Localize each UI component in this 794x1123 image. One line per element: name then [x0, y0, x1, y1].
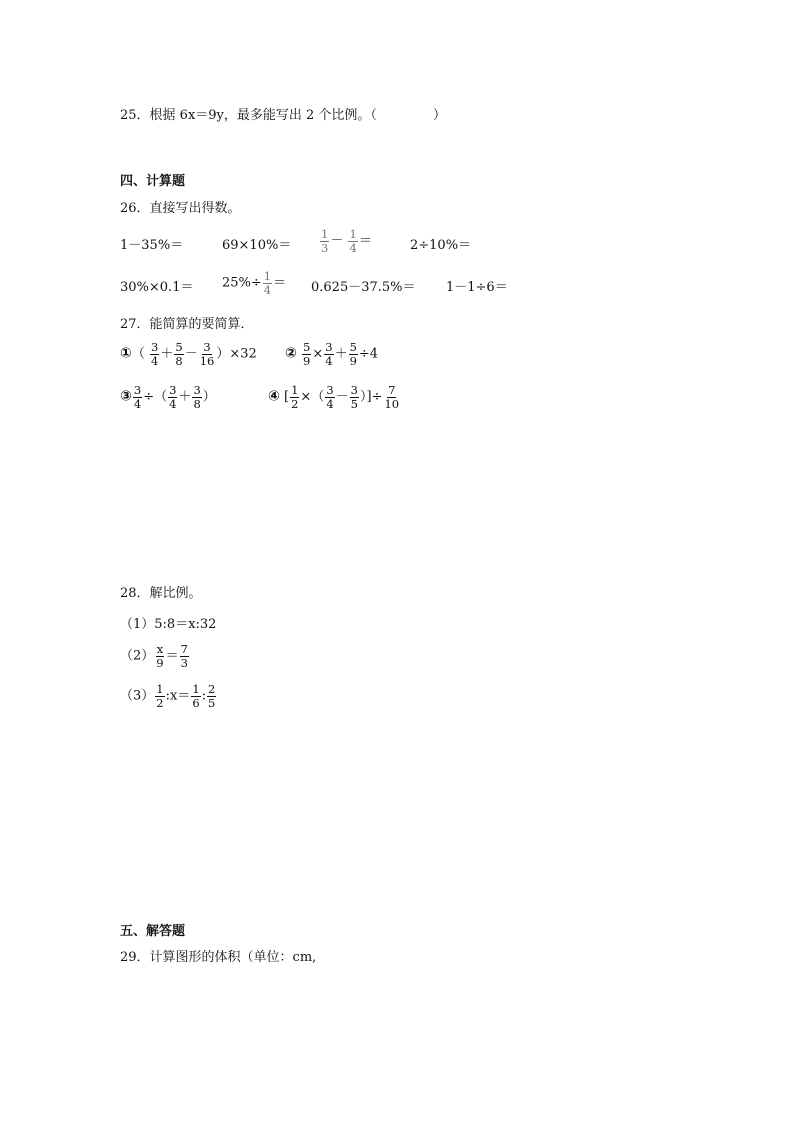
fraction-three-fourths: $\frac{3}{4}$ — [325, 340, 333, 368]
question-25-text: 25．根据 6x＝9y，最多能写出 2 个比例。（ — [120, 108, 377, 123]
fraction-five-eighths: $\frac{5}{8}$ — [175, 340, 183, 368]
q28-part-1: （1）5:8＝x:32 — [120, 617, 217, 632]
q26-row2-a: 30%×0.1＝ — [120, 280, 194, 295]
q26-row2-d: 1－1÷6＝ — [446, 280, 508, 295]
q26-row1-b: 69×10%＝ — [222, 238, 292, 253]
fraction-one-third: $\frac{1}{3}$ — [321, 227, 329, 255]
fraction-one-sixth: $\frac{1}{6}$ — [192, 682, 200, 710]
fraction-three-fourths: $\frac{3}{4}$ — [326, 383, 334, 411]
fraction-seven-tenths: $\frac{7}{10}$ — [384, 383, 400, 411]
fraction-one-half: $\frac{1}{2}$ — [156, 682, 164, 710]
fraction-one-fourth: $\frac{1}{4}$ — [349, 227, 357, 255]
fraction-five-ninths: $\frac{5}{9}$ — [303, 340, 311, 368]
q27-part-3: ③ $\frac{3}{4}$ ÷（ $\frac{3}{4}$ ＋ $\frac{3}{8}$ ） — [120, 383, 216, 411]
fraction-one-fourth: $\frac{1}{4}$ — [263, 269, 272, 297]
fraction-x-over-9: $\frac{x}{9}$ — [156, 642, 164, 670]
q28-part-2: （2） $\frac{x}{9}$ ＝ $\frac{7}{3}$ — [120, 642, 188, 670]
fraction-three-fourths: $\frac{3}{4}$ — [169, 383, 177, 411]
question-26-title: 26．直接写出得数。 — [120, 201, 241, 216]
question-29: 29．计算图形的体积（单位：cm, — [120, 950, 317, 965]
fraction-three-fifths: $\frac{3}{5}$ — [350, 383, 358, 411]
section-5-heading: 五、解答题 — [120, 924, 186, 939]
question-25 — [120, 104, 446, 123]
fraction-three-sixteenths: $\frac{3}{16}$ — [199, 340, 215, 368]
question-25-close: ） — [432, 108, 446, 123]
q27-part-2: ② $\frac{5}{9}$ × $\frac{3}{4}$ ＋ $\frac{5}{9}$ ÷4 — [285, 340, 379, 368]
fraction-five-ninths: $\frac{5}{9}$ — [349, 340, 357, 368]
fraction-three-fourths: $\frac{3}{4}$ — [151, 340, 159, 368]
section-4-heading: 四、计算题 — [120, 174, 186, 189]
fraction-three-eighths: $\frac{3}{8}$ — [193, 383, 201, 411]
q27-part-4: ④ [ $\frac{1}{2}$ ×（ $\frac{3}{4}$ － $\frac{3}{5}$ ）]÷ $\frac{7}{10}$ — [268, 383, 400, 411]
q26-row1-c: $\frac{1}{3}$ － $\frac{1}{4}$ ＝ — [321, 227, 372, 255]
question-27-title: 27．能简算的要简算． — [120, 317, 254, 332]
q26-row1-d: 2÷10%＝ — [410, 238, 472, 253]
fraction-one-half: $\frac{1}{2}$ — [291, 383, 299, 411]
fraction-seven-thirds: $\frac{7}{3}$ — [180, 642, 188, 670]
q26-row2-b: 25%÷ $\frac{1}{4}$ ＝ — [222, 269, 287, 297]
q26-row1-a: 1－35%＝ — [120, 238, 184, 253]
question-28-title: 28．解比例。 — [120, 586, 202, 601]
q26-row2-c: 0.625－37.5%＝ — [311, 280, 416, 295]
q28-part-3: （3） $\frac{1}{2}$ :x＝ $\frac{1}{6}$ : $\frac{2}{5}$ — [120, 682, 216, 710]
q27-part-1: ①（ $\frac{3}{4}$ ＋ $\frac{5}{8}$ － $\frac{3}{16}$ ）×32 — [120, 340, 257, 368]
fraction-three-fourths: $\frac{3}{4}$ — [133, 383, 142, 411]
fraction-two-fifths: $\frac{2}{5}$ — [208, 682, 216, 710]
